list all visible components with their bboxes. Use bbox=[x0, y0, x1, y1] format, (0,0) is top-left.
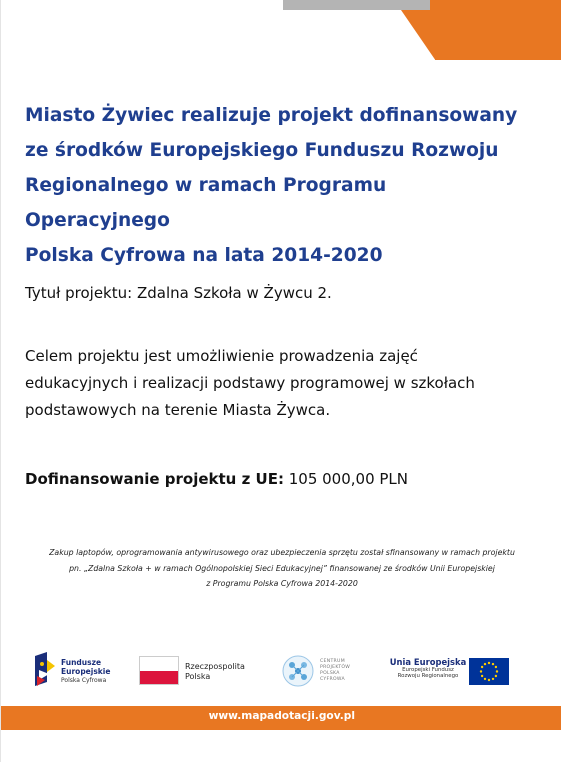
fe-sub: Polska Cyfrowa bbox=[61, 677, 107, 684]
cpc-line3: POLSKA bbox=[320, 671, 340, 676]
project-title: Tytuł projektu: Zdalna Szkoła w Żywcu 2. bbox=[25, 284, 332, 302]
heading-line: ze środków Europejskiego Funduszu Rozwoju bbox=[25, 140, 499, 161]
footnote-line: Zakup laptopów, oprogramowania antywirusowego oraz ubezpieczenia sprzętu został sfinansowany w ramach projektu bbox=[49, 548, 515, 557]
project-goal bbox=[25, 343, 525, 424]
footnote-line: z Programu Polska Cyfrowa 2014-2020 bbox=[206, 579, 358, 588]
top-orange-block bbox=[435, 10, 561, 60]
heading-line: Polska Cyfrowa na lata 2014-2020 bbox=[25, 245, 383, 266]
poster-heading bbox=[25, 98, 525, 273]
fe-line2: Europejskie bbox=[61, 667, 111, 676]
ue-sub2: Rozwoju Regionalnego bbox=[397, 673, 459, 679]
footer-url[interactable]: www.mapadotacji.gov.pl bbox=[208, 710, 355, 722]
goal-line: podstawowych na terenie Miasta Żywca. bbox=[25, 401, 331, 419]
cpc-line1: CENTRUM bbox=[320, 659, 345, 664]
eu-flag-icon bbox=[469, 658, 509, 685]
funding-label: Dofinansowanie projektu z UE: bbox=[25, 470, 284, 488]
fe-line1: Fundusze bbox=[61, 658, 102, 667]
centrum-projektow-logo bbox=[282, 655, 372, 691]
rp-line2: Polska bbox=[185, 672, 211, 681]
polish-flag-icon bbox=[139, 656, 179, 685]
heading-line: Regionalnego w ramach Programu Operacyjnego bbox=[25, 175, 387, 231]
footer-bar bbox=[1, 706, 561, 730]
rzeczpospolita-polska-logo bbox=[139, 656, 259, 690]
funding-value: 105 000,00 PLN bbox=[283, 470, 409, 488]
cpc-line4: CYFROWA bbox=[320, 677, 345, 682]
rp-line1: Rzeczpospolita bbox=[185, 662, 245, 671]
top-orange-stripe bbox=[430, 0, 561, 10]
cpc-line2: PROJEKTÓW bbox=[320, 665, 351, 670]
footnote-line: pn. „Zdalna Szkoła + w ramach Ogólnopolskiej Sieci Edukacyjnej” finansowanej ze środków Unii Europejskiej bbox=[69, 563, 495, 573]
heading-line: Miasto Żywiec realizuje projekt dofinansowany bbox=[25, 105, 518, 126]
funding-info bbox=[25, 470, 408, 488]
fe-star-icon bbox=[33, 652, 57, 688]
footnote bbox=[21, 545, 543, 592]
unia-europejska-logo bbox=[389, 655, 519, 691]
ue-sub1: Europejski Fundusz bbox=[402, 667, 454, 673]
top-gray-stripe bbox=[283, 0, 435, 10]
ue-title: Unia Europejska bbox=[389, 657, 467, 667]
goal-line: edukacyjnych i realizacji podstawy programowej w szkołach bbox=[25, 374, 475, 392]
goal-line: Celem projektu jest umożliwienie prowadzenia zajęć bbox=[25, 347, 418, 365]
cpc-circuit-icon bbox=[282, 655, 314, 687]
fundusze-europejskie-logo bbox=[33, 652, 133, 692]
